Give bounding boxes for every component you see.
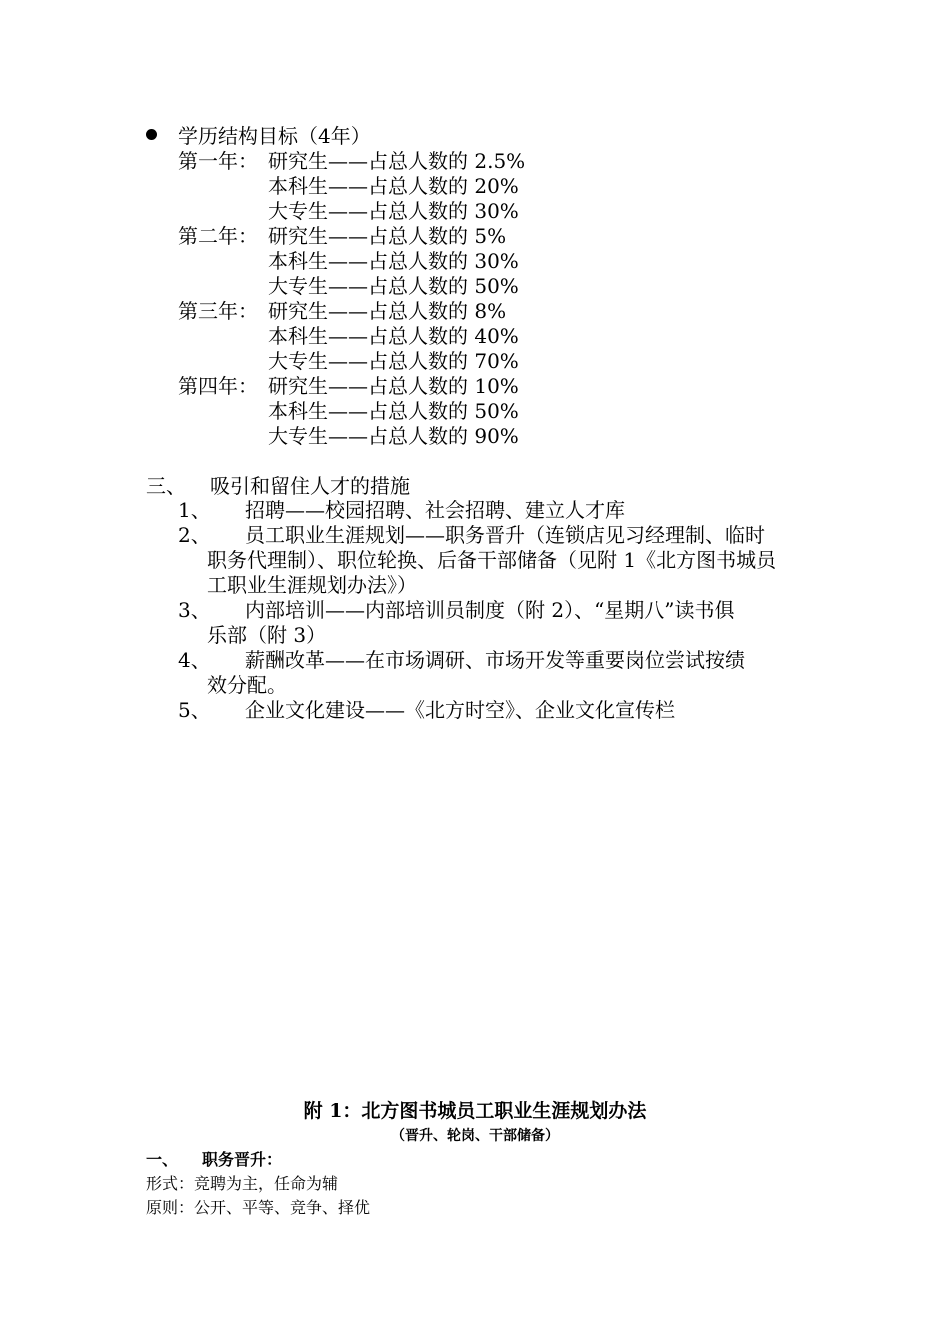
section3-title: 吸引和留住人才的措施 (210, 474, 410, 498)
edu-heading: 学历结构目标（4年） (178, 124, 371, 148)
year-4-row-3: 大专生——占总人数的 90% (268, 424, 519, 448)
year-3-row-1: 研究生——占总人数的 8% (268, 299, 507, 323)
item-1-line-1: 招聘——校园招聘、社会招聘、建立人才库 (245, 498, 625, 522)
item-2-line-2: 职务代理制）、职位轮换、后备干部储备（见附 1《北方图书城员 (207, 548, 777, 572)
form-line: 形式：竞聘为主，任命为辅 (146, 1174, 339, 1193)
appendix-section-title: 职务晋升： (202, 1150, 283, 1169)
item-3-line-1: 内部培训——内部培训员制度（附 2）、“星期八”读书俱 (245, 598, 735, 622)
item-2-line-3: 工职业生涯规划办法》） (207, 573, 417, 597)
year-4-label: 第四年： (178, 374, 258, 398)
appendix-title: 附 1：北方图书城员工职业生涯规划办法 (303, 1100, 647, 1122)
bullet-dot-icon (146, 129, 157, 140)
year-2-row-1: 研究生——占总人数的 5% (268, 224, 507, 248)
year-4-row-1: 研究生——占总人数的 10% (268, 374, 519, 398)
item-4-number: 4、 (178, 648, 211, 672)
item-4-line-1: 薪酬改革——在市场调研、市场开发等重要岗位尝试按绩 (245, 648, 745, 672)
appendix-section-number: 一、 (146, 1150, 179, 1169)
item-5-number: 5、 (178, 698, 211, 722)
appendix-subtitle: （晋升、轮岗、干部储备） (391, 1128, 559, 1144)
item-3-number: 3、 (178, 598, 211, 622)
item-2-line-1: 员工职业生涯规划——职务晋升（连锁店见习经理制、临时 (245, 523, 765, 547)
year-1-row-3: 大专生——占总人数的 30% (268, 199, 519, 223)
year-1-label: 第一年： (178, 149, 258, 173)
item-5-line-1: 企业文化建设——《北方时空》、企业文化宣传栏 (245, 698, 675, 722)
year-2-row-3: 大专生——占总人数的 50% (268, 274, 519, 298)
year-1-row-1: 研究生——占总人数的 2.5% (268, 149, 526, 173)
item-3-line-2: 乐部（附 3） (207, 623, 327, 647)
year-3-row-3: 大专生——占总人数的 70% (268, 349, 519, 373)
item-4-line-2: 效分配。 (207, 673, 287, 697)
principle-line: 原则：公开、平等、竞争、择优 (146, 1198, 371, 1217)
year-3-label: 第三年： (178, 299, 258, 323)
year-3-row-2: 本科生——占总人数的 40% (268, 324, 519, 348)
year-2-label: 第二年： (178, 224, 258, 248)
year-1-row-2: 本科生——占总人数的 20% (268, 174, 519, 198)
item-1-number: 1、 (178, 498, 211, 522)
year-4-row-2: 本科生——占总人数的 50% (268, 399, 519, 423)
section3-number: 三、 (146, 474, 186, 498)
year-2-row-2: 本科生——占总人数的 30% (268, 249, 519, 273)
item-2-number: 2、 (178, 523, 211, 547)
